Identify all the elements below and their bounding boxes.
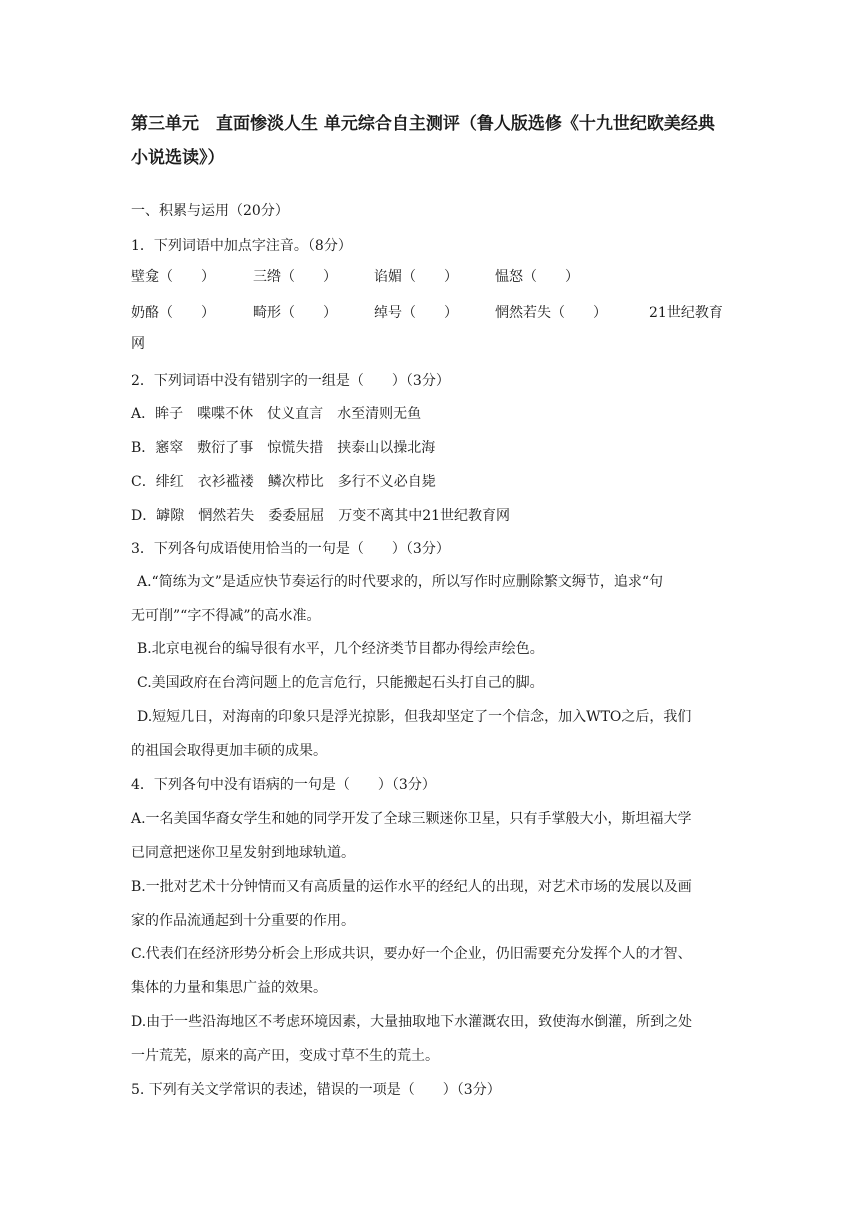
q3-option-a-line-1: A.“简练为文”是适应快节奏运行的时代要求的，所以写作时应删除繁文缛节，追求“句 — [137, 574, 664, 590]
q2-option-c: C．绯红 衣衫褴褛 鳞次栉比 多行不义必自毙 — [131, 474, 436, 490]
q1-word: 奶酪（ ） — [131, 305, 215, 321]
q1-word: 三绺（ ） — [253, 269, 337, 285]
q4-option-a-line-1: A.一名美国华裔女学生和她的同学开发了全球三颗迷你卫星，只有手掌般大小，斯坦福大学 — [131, 811, 692, 827]
q4-option-c-line-2: 集体的力量和集思广益的效果。 — [131, 980, 327, 996]
q2-stem: 2．下列词语中没有错别字的一组是（ ）（3分） — [131, 373, 450, 389]
q4-option-d-line-2: 一片荒芜，原来的高产田，变成寸草不生的荒土。 — [131, 1048, 439, 1064]
q4-option-a-line-2: 已同意把迷你卫星发射到地球轨道。 — [131, 845, 355, 861]
q1-word: 愠怒（ ） — [495, 269, 579, 285]
q4-option-c-line-1: C.代表们在经济形势分析会上形成共识，要办好一个企业，仍旧需要充分发挥个人的才智、 — [131, 946, 692, 962]
q2-option-b: B．窸窣 敷衍了事 惊慌失措 挟泰山以操北海 — [131, 440, 436, 456]
q2-option-a: A．眸子 喋喋不休 仗义直言 水至清则无鱼 — [131, 406, 422, 422]
q4-option-b-line-1: B.一批对艺术十分钟情而又有高质量的运作水平的经纪人的出现，对艺术市场的发展以及画 — [131, 879, 692, 895]
q4-stem: 4．下列各句中没有语病的一句是（ ）（3分） — [131, 777, 436, 793]
q4-option-b-line-2: 家的作品流通起到十分重要的作用。 — [131, 913, 355, 929]
q1-word: 谄媚（ ） — [374, 269, 458, 285]
q3-option-d-line-2: 的祖国会取得更加丰硕的成果。 — [131, 743, 327, 759]
q3-option-c: C.美国政府在台湾问题上的危言危行，只能搬起石头打自己的脚。 — [137, 675, 544, 691]
section-heading: 一、积累与运用（20分） — [131, 203, 289, 219]
q1-row-2-cont: 网 — [131, 336, 145, 352]
q5-stem: 5. 下列有关文学常识的表述，错误的一项是（ ）（3分） — [131, 1082, 501, 1098]
q2-option-d: D．罅隙 惘然若失 委委屈屈 万变不离其中21世纪教育网 — [131, 508, 511, 524]
q3-option-b: B.北京电视台的编导很有水平，几个经济类节目都办得绘声绘色。 — [137, 641, 544, 657]
q1-row-2 — [131, 302, 731, 322]
q1-stem: 1．下列词语中加点字注音。（8分） — [131, 238, 352, 254]
q1-word: 绰号（ ） — [374, 305, 458, 321]
doc-title-line-1: 第三单元 直面惨淡人生 单元综合自主测评（鲁人版选修《十九世纪欧美经典 — [131, 114, 715, 134]
q3-option-a-line-2: 无可削”“字不得减”的高水准。 — [131, 608, 321, 624]
q1-word: 畸形（ ） — [253, 305, 337, 321]
q3-option-d-line-1: D.短短几日，对海南的印象只是浮光掠影，但我却坚定了一个信念，加入WTO之后，我们 — [137, 709, 692, 725]
q1-word: 壁龛（ ） — [131, 269, 215, 285]
q1-word: 惘然若失（ ） — [495, 305, 607, 321]
q1-word: 21世纪教育 — [649, 305, 723, 321]
q3-stem: 3．下列各句成语使用恰当的一句是（ ）（3分） — [131, 541, 450, 557]
q4-option-d-line-1: D.由于一些沿海地区不考虑环境因素，大量抽取地下水灌溉农田，致使海水倒灌，所到之处 — [131, 1014, 693, 1030]
q1-row-1 — [131, 266, 731, 286]
doc-title-line-2: 小说选读》） — [131, 148, 225, 168]
